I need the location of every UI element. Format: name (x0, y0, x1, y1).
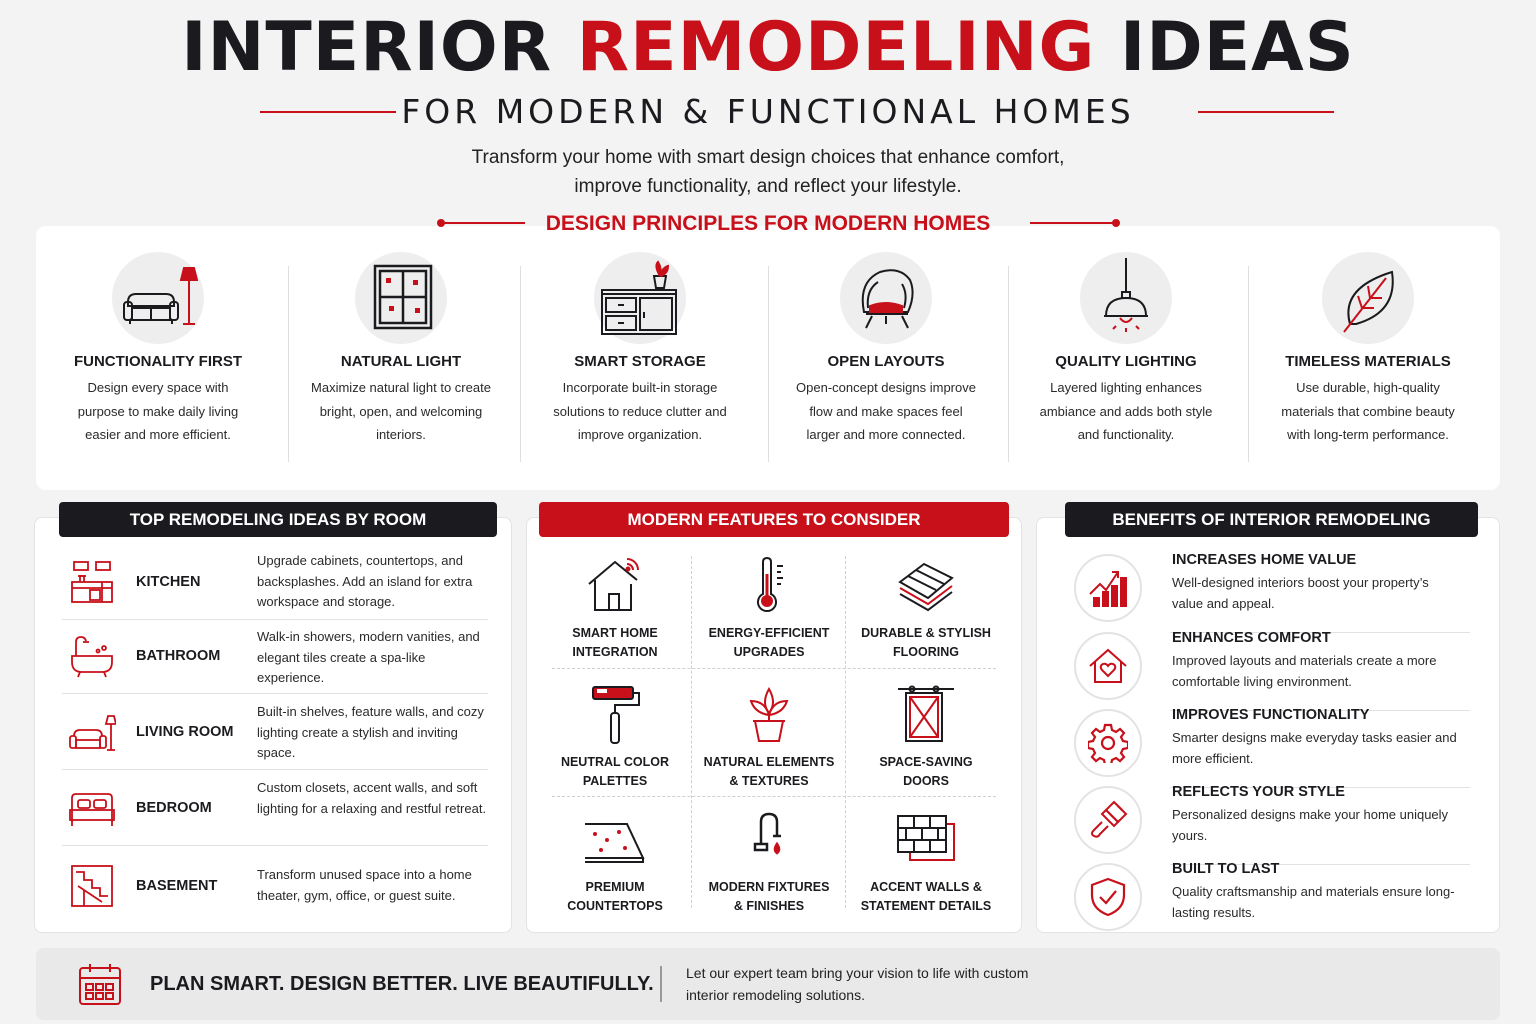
principle-icon-bg (840, 252, 932, 344)
principle-title: OPEN LAYOUTS (827, 353, 945, 370)
intro-line-1: Transform your home with smart design choices that enhance comfort, (471, 147, 1065, 168)
feature-label (539, 878, 691, 915)
room-item-kitchen (62, 544, 488, 620)
feature-label (693, 878, 845, 915)
feature-label-line2: COUNTERTOPS (567, 898, 663, 913)
intro-line-2: improve functionality, and reflect your lifestyle. (574, 176, 962, 197)
principle-text: Layered lighting enhances ambiance and adds both style and functionality. (1039, 380, 1213, 442)
principle-icon-bg (1080, 252, 1172, 344)
subtitle: FOR MODERN & FUNCTIONAL HOMES (401, 92, 1135, 131)
principle-title: FUNCTIONALITY FIRST (73, 353, 243, 370)
feature-flooring (850, 556, 1002, 680)
principle-open-layouts (766, 226, 1006, 490)
principle-functionality (38, 226, 278, 490)
feature-label (850, 753, 1002, 790)
benefit-text: Quality craftsmanship and materials ensure long-lasting results. (1172, 884, 1455, 920)
footer-text: Let our expert team bring your vision to life with custom interior remodeling solutions. (686, 965, 1029, 1003)
feature-label-line2: PALETTES (582, 773, 648, 788)
principle-natural-light (281, 226, 521, 490)
benefit-style (1072, 784, 1472, 861)
principle-text: Open-concept designs improve flow and make spaces feel larger and more connected. (796, 380, 976, 442)
principle-title: QUALITY LIGHTING (1055, 353, 1197, 370)
principle-icon-bg (1322, 252, 1414, 344)
room-name: BASEMENT (136, 878, 218, 894)
feature-space-saving-doors (850, 685, 1002, 809)
benefit-functionality (1072, 707, 1472, 784)
stairs-icon (68, 862, 116, 910)
benefit-icon-circle (1074, 632, 1142, 700)
features-divider-v2 (845, 556, 846, 908)
room-name: BEDROOM (136, 800, 212, 816)
header-dot-right (1112, 219, 1120, 227)
room-description: Built-in shelves, feature walls, and cozy lighting create a stylish and inviting space. (257, 704, 484, 760)
page-title (0, 8, 1536, 87)
principle-title: NATURAL LIGHT (340, 353, 462, 370)
footer-separator (660, 966, 662, 1002)
principles-card (36, 226, 1500, 490)
feature-label-line2: & TEXTURES (729, 773, 809, 788)
house-heart-icon (1088, 646, 1128, 686)
feature-label-line2: INTEGRATION (572, 644, 658, 659)
benefit-text: Well-designed interiors boost your property’s value and appeal. (1172, 575, 1429, 611)
benefit-title: IMPROVES FUNCTIONALITY (1172, 707, 1370, 723)
room-item-bathroom (62, 618, 488, 694)
leaf-icon (1328, 258, 1408, 338)
principle-title: SMART STORAGE (574, 353, 706, 370)
benefit-icon-circle (1074, 863, 1142, 931)
faucet-icon (739, 810, 799, 870)
armchair-icon (846, 258, 926, 338)
feature-label-line1: NEUTRAL COLOR (560, 755, 670, 769)
header-line-right (1030, 222, 1116, 224)
feature-label-line1: ACCENT WALLS & (870, 880, 982, 894)
feature-label (850, 878, 1002, 915)
bathtub-icon (68, 632, 116, 680)
principle-smart-storage (520, 226, 760, 490)
features-divider-v1 (691, 556, 692, 908)
feature-label-line2: & FINISHES (733, 898, 805, 913)
benefit-title: BUILT TO LAST (1172, 861, 1280, 877)
benefit-text: Personalized designs make your home uniquely yours. (1172, 807, 1449, 843)
subtitle-line-right (1198, 111, 1334, 113)
rooms-header: TOP REMODELING IDEAS BY ROOM (59, 502, 497, 537)
feature-label-line1: ENERGY-EFFICIENT (708, 626, 830, 640)
benefit-comfort (1072, 630, 1472, 707)
feature-label-line1: SPACE-SAVING (879, 755, 973, 769)
room-name: KITCHEN (136, 574, 201, 590)
shield-check-icon (1088, 877, 1128, 917)
feature-label (850, 624, 1002, 661)
principle-text: Use durable, high-quality materials that combine beauty with long-term performance. (1281, 380, 1455, 442)
feature-neutral-palettes (539, 685, 691, 809)
principles-header (0, 210, 1536, 240)
feature-energy-efficient (693, 556, 845, 680)
feature-accent-walls (850, 810, 1002, 934)
benefit-built-to-last (1072, 861, 1472, 938)
features-header: MODERN FEATURES TO CONSIDER (539, 502, 1009, 537)
room-name: BATHROOM (136, 648, 221, 664)
benefit-text: Smarter designs make everyday tasks easier and more efficient. (1172, 730, 1457, 766)
room-name: LIVING ROOM (136, 724, 234, 740)
flooring-icon (896, 556, 956, 616)
benefits-header: BENEFITS OF INTERIOR REMODELING (1065, 502, 1478, 537)
kitchen-icon (68, 558, 116, 606)
feature-label (539, 753, 691, 790)
benefit-home-value (1072, 552, 1472, 629)
benefit-icon-circle (1074, 786, 1142, 854)
countertop-slab-icon (585, 810, 645, 870)
sofa-icon (68, 708, 116, 756)
principle-text: Design every space with purpose to make daily living easier and more efficient. (77, 380, 239, 442)
room-description: Upgrade cabinets, countertops, and backsplashes. Add an island for extra workspace and storage. (257, 553, 473, 609)
feature-modern-fixtures (693, 810, 845, 934)
feature-natural-elements (693, 685, 845, 809)
benefit-icon-circle (1074, 554, 1142, 622)
room-item-living-room (62, 694, 488, 770)
subtitle-row (0, 92, 1536, 132)
benefit-title: INCREASES HOME VALUE (1172, 552, 1357, 568)
principle-text: Incorporate built-in storage solutions to reduce clutter and improve organization. (553, 380, 727, 442)
room-item-basement (62, 848, 488, 924)
feature-label-line2: DOORS (903, 773, 949, 788)
title-part-2: IDEAS (1095, 8, 1355, 87)
growth-chart-icon (1088, 568, 1128, 608)
title-part-1: INTERIOR (181, 8, 577, 87)
feature-premium-countertops (539, 810, 691, 934)
sofa-lamp-icon (118, 258, 198, 338)
feature-label (539, 624, 691, 661)
principle-icon-bg (355, 252, 447, 344)
principle-quality-lighting (1006, 226, 1246, 490)
principles-title: DESIGN PRINCIPLES FOR MODERN HOMES (545, 212, 991, 235)
thermometer-icon (739, 556, 799, 616)
feature-label-line1: DURABLE & STYLISH (861, 626, 991, 640)
paintbrush-icon (1088, 800, 1128, 840)
footer-slogan: PLAN SMART. DESIGN BETTER. LIVE BEAUTIFULLY. (150, 973, 654, 995)
plant-icon (739, 685, 799, 745)
room-description: Walk-in showers, modern vanities, and elegant tiles create a spa-like experience. (257, 629, 480, 685)
benefit-text: Improved layouts and materials create a more comfortable living environment. (1172, 653, 1437, 689)
feature-label-line1: PREMIUM (585, 880, 645, 894)
cabinet-icon (600, 258, 680, 338)
feature-label-line2: UPGRADES (733, 644, 805, 659)
feature-label-line1: MODERN FIXTURES (708, 880, 830, 894)
feature-label-line2: STATEMENT DETAILS (860, 898, 992, 913)
smart-home-icon (585, 556, 645, 616)
feature-label-line1: NATURAL ELEMENTS (703, 755, 835, 769)
bed-icon (68, 784, 116, 832)
window-icon (361, 258, 441, 338)
room-description: Custom closets, accent walls, and soft lighting for a relaxing and restful retreat. (257, 780, 487, 816)
title-highlight: REMODELING (576, 8, 1096, 87)
principle-timeless-materials (1248, 226, 1488, 490)
calendar-icon (78, 962, 122, 1006)
footer-banner (36, 948, 1500, 1020)
room-description: Transform unused space into a home theater, gym, office, or guest suite. (257, 867, 472, 903)
intro-text (0, 143, 1536, 201)
principle-text: Maximize natural light to create bright, open, and welcoming interiors. (311, 380, 491, 442)
feature-smart-home (539, 556, 691, 680)
benefit-icon-circle (1074, 709, 1142, 777)
feature-label-line2: FLOORING (893, 644, 959, 659)
benefit-title: ENHANCES COMFORT (1172, 630, 1331, 646)
principle-title: TIMELESS MATERIALS (1285, 353, 1451, 370)
pendant-lamp-icon (1086, 258, 1166, 338)
principle-icon-bg (112, 252, 204, 344)
barn-door-icon (896, 685, 956, 745)
principle-icon-bg (594, 252, 686, 344)
feature-label-line1: SMART HOME (572, 626, 658, 640)
brick-wall-icon (896, 810, 956, 870)
gear-icon (1088, 723, 1128, 763)
room-item-bedroom (62, 770, 488, 846)
paint-roller-icon (585, 685, 645, 745)
feature-label (693, 753, 845, 790)
feature-label (693, 624, 845, 661)
benefit-title: REFLECTS YOUR STYLE (1172, 784, 1345, 800)
